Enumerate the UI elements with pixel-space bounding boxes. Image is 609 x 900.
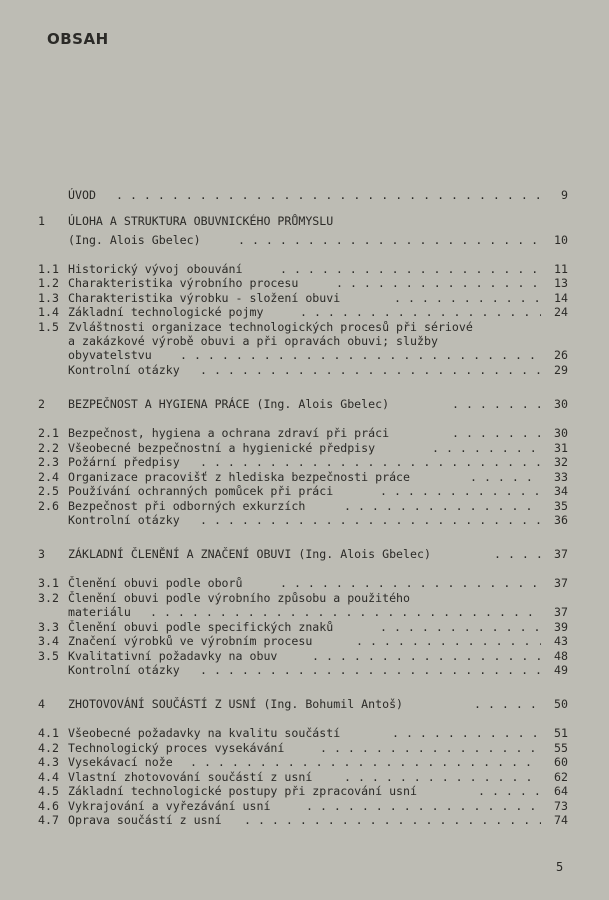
toc-entry <box>0 576 609 590</box>
toc-entry-page: 34 <box>554 484 568 498</box>
toc-entry-number: 4 <box>38 697 45 711</box>
toc-leader-dots <box>306 799 541 813</box>
toc-entry <box>0 813 609 827</box>
toc-entry-number: 3 <box>38 547 45 561</box>
toc-entry <box>0 697 609 711</box>
toc-leader-dots <box>320 741 541 755</box>
toc-entry-number: 1.3 <box>38 291 59 305</box>
toc-entry-number: 3.4 <box>38 634 59 648</box>
toc-entry <box>0 214 609 228</box>
toc-entry <box>0 291 609 305</box>
toc-leader-dots <box>238 233 541 247</box>
page-title: OBSAH <box>47 30 109 48</box>
toc-entry-number: 4.7 <box>38 813 59 827</box>
toc-entry <box>0 547 609 561</box>
toc-leader-dots <box>200 513 541 527</box>
toc-leader-dots <box>190 755 541 769</box>
toc-leader-dots <box>478 784 541 798</box>
toc-entry-page: 14 <box>554 291 568 305</box>
toc-entry-title: a zakázkové výrobě obuvi a při opravách obuvi; služby <box>68 334 438 348</box>
toc-entry-page: 48 <box>554 649 568 663</box>
toc-entry-number: 2.6 <box>38 499 59 513</box>
toc-leader-dots <box>180 348 541 362</box>
toc-entry-title: Charakteristika výrobního procesu <box>68 276 299 290</box>
toc-entry-title: Kontrolní otázky <box>68 363 180 377</box>
toc-entry-page: 13 <box>554 276 568 290</box>
toc-leader-dots <box>200 455 541 469</box>
toc-leader-dots <box>280 576 541 590</box>
toc-leader-dots <box>392 726 541 740</box>
toc-entry-number: 4.1 <box>38 726 59 740</box>
toc-entry <box>0 634 609 648</box>
toc-entry-title: Členění obuvi podle oborů <box>68 576 243 590</box>
toc-entry-page: 74 <box>554 813 568 827</box>
toc-entry-title: Bezpečnost při odborných exkurzích <box>68 499 306 513</box>
toc-leader-dots <box>200 363 541 377</box>
toc-entry-title: Technologický proces vysekávání <box>68 741 285 755</box>
toc-entry <box>0 620 609 634</box>
toc-entry <box>0 649 609 663</box>
toc-entry-page: 32 <box>554 455 568 469</box>
toc-entry-title: Členění obuvi podle výrobního způsobu a použitého <box>68 591 411 605</box>
toc-entry-page: 33 <box>554 470 568 484</box>
toc-entry-title: ÚVOD <box>68 188 96 202</box>
toc-entry-number: 2.3 <box>38 455 59 469</box>
toc-entry-number: 4.4 <box>38 770 59 784</box>
toc-entry-number: 4.5 <box>38 784 59 798</box>
toc-entry-page: 10 <box>554 233 568 247</box>
toc-entry-page: 55 <box>554 741 568 755</box>
toc-entry-title: materiálu <box>68 605 131 619</box>
toc-entry-number: 3.1 <box>38 576 59 590</box>
toc-entry-title: (Ing. Alois Gbelec) <box>68 233 201 247</box>
toc-entry <box>0 470 609 484</box>
toc-entry-number: 1.4 <box>38 305 59 319</box>
toc-entry <box>0 455 609 469</box>
toc-entry <box>0 755 609 769</box>
toc-entry-number: 2.1 <box>38 426 59 440</box>
toc-entry-title: Členění obuvi podle specifických znaků <box>68 620 334 634</box>
toc-entry-number: 2 <box>38 397 45 411</box>
toc-entry-title: Používání ochranných pomůcek při práci <box>68 484 334 498</box>
toc-entry <box>0 484 609 498</box>
toc-entry-number: 1.1 <box>38 262 59 276</box>
toc-entry-title: Požární předpisy <box>68 455 180 469</box>
toc-entry-number: 4.2 <box>38 741 59 755</box>
toc-entry-title: Charakteristika výrobku - složení obuvi <box>68 291 341 305</box>
toc-entry-page: 64 <box>554 784 568 798</box>
toc-entry-title: obyvatelstvu <box>68 348 152 362</box>
toc-entry-page: 37 <box>554 605 568 619</box>
toc-entry-title: Kvalitativní požadavky na obuv <box>68 649 278 663</box>
toc-entry <box>0 499 609 513</box>
toc-entry-title: Zvláštnosti organizace technologických procesů při sériové <box>68 320 473 334</box>
toc-entry-page: 30 <box>554 426 568 440</box>
toc-leader-dots <box>300 305 541 319</box>
toc-entry-page: 60 <box>554 755 568 769</box>
toc-entry-number: 3.5 <box>38 649 59 663</box>
toc-entry <box>0 799 609 813</box>
toc-entry-number: 1 <box>38 214 45 228</box>
toc-entry-title: Organizace pracovišť z hlediska bezpečnosti práce <box>68 470 411 484</box>
toc-leader-dots <box>200 663 541 677</box>
toc-entry <box>0 305 609 319</box>
toc-entry-number: 3.3 <box>38 620 59 634</box>
toc-entry-title: Všeobecné požadavky na kvalitu součástí <box>68 726 341 740</box>
toc-entry-number: 1.5 <box>38 320 59 334</box>
toc-leader-dots <box>280 262 541 276</box>
toc-leader-dots <box>380 484 541 498</box>
toc-entry-page: 37 <box>554 576 568 590</box>
toc-entry-title: Vlastní zhotovování součástí z usní <box>68 770 313 784</box>
toc-entry-title: Vykrajování a vyřezávání usní <box>68 799 271 813</box>
toc-entry <box>0 276 609 290</box>
toc-entry <box>0 262 609 276</box>
toc-entry-page: 73 <box>554 799 568 813</box>
page-number: 5 <box>556 860 564 874</box>
toc-entry <box>0 320 609 334</box>
toc-leader-dots <box>344 499 541 513</box>
toc-leader-dots <box>244 813 541 827</box>
toc-leader-dots <box>344 770 541 784</box>
toc-entry-page: 24 <box>554 305 568 319</box>
toc-entry-page: 37 <box>554 547 568 561</box>
toc-entry-page: 11 <box>554 262 568 276</box>
toc-entry-number: 4.3 <box>38 755 59 769</box>
toc-entry-page: 51 <box>554 726 568 740</box>
toc-entry <box>0 348 609 362</box>
toc-entry-title: ZÁKLADNÍ ČLENĚNÍ A ZNAČENÍ OBUVI (Ing. Alois Gbelec) <box>68 547 431 561</box>
toc-entry <box>0 397 609 411</box>
toc-entry-page: 49 <box>554 663 568 677</box>
toc-entry <box>0 605 609 619</box>
toc-entry-title: Všeobecné bezpečnostní a hygienické předpisy <box>68 441 376 455</box>
toc-entry-title: ÚLOHA A STRUKTURA OBUVNICKÉHO PRŮMYSLU <box>68 214 334 228</box>
toc-entry-number: 2.2 <box>38 441 59 455</box>
toc-entry-title: Základní technologické postupy při zpracování usní <box>68 784 418 798</box>
toc-entry-number: 1.2 <box>38 276 59 290</box>
toc-entry-title: Základní technologické pojmy <box>68 305 264 319</box>
toc-entry-page: 43 <box>554 634 568 648</box>
toc-leader-dots <box>394 291 541 305</box>
toc-leader-dots <box>474 697 541 711</box>
toc-entry <box>0 770 609 784</box>
toc-leader-dots <box>116 188 541 202</box>
toc-entry-title: ZHOTOVOVÁNÍ SOUČÁSTÍ Z USNÍ (Ing. Bohumil Antoš) <box>68 697 404 711</box>
toc-entry-number: 4.6 <box>38 799 59 813</box>
toc-entry-page: 35 <box>554 499 568 513</box>
toc-entry-title: Kontrolní otázky <box>68 513 180 527</box>
toc-entry-number: 3.2 <box>38 591 59 605</box>
toc-leader-dots <box>150 605 541 619</box>
toc-entry <box>0 441 609 455</box>
toc-entry-page: 39 <box>554 620 568 634</box>
toc-entry <box>0 363 609 377</box>
toc-leader-dots <box>452 426 541 440</box>
toc-entry-page: 50 <box>554 697 568 711</box>
toc-entry-title: Značení výrobků ve výrobním procesu <box>68 634 313 648</box>
toc-leader-dots <box>494 547 541 561</box>
toc-entry-title: Oprava součástí z usní <box>68 813 222 827</box>
toc-entry <box>0 741 609 755</box>
toc-entry <box>0 663 609 677</box>
toc-entry-page: 36 <box>554 513 568 527</box>
toc-leader-dots <box>470 470 541 484</box>
toc-entry <box>0 426 609 440</box>
toc-entry <box>0 233 609 247</box>
toc-entry-page: 29 <box>554 363 568 377</box>
toc-leader-dots <box>336 276 541 290</box>
toc-entry-page: 26 <box>554 348 568 362</box>
toc-entry-number: 2.5 <box>38 484 59 498</box>
toc-entry-page: 31 <box>554 441 568 455</box>
toc-leader-dots <box>356 634 541 648</box>
toc-entry-title: Kontrolní otázky <box>68 663 180 677</box>
toc-entry <box>0 334 609 348</box>
toc-entry-title: Bezpečnost, hygiena a ochrana zdraví při práci <box>68 426 390 440</box>
toc-entry-page: 9 <box>561 188 568 202</box>
toc-entry-title: Historický vývoj obouvání <box>68 262 243 276</box>
toc-entry <box>0 726 609 740</box>
toc-leader-dots <box>312 649 541 663</box>
toc-entry <box>0 591 609 605</box>
toc-entry <box>0 513 609 527</box>
toc-entry-title: BEZPEČNOST A HYGIENA PRÁCE (Ing. Alois Gbelec) <box>68 397 390 411</box>
toc-entry-page: 62 <box>554 770 568 784</box>
toc-entry-page: 30 <box>554 397 568 411</box>
toc-entry-title: Vysekávací nože <box>68 755 173 769</box>
toc-leader-dots <box>432 441 541 455</box>
toc-entry <box>0 188 609 202</box>
toc-entry-number: 2.4 <box>38 470 59 484</box>
toc-leader-dots <box>452 397 541 411</box>
toc-leader-dots <box>380 620 541 634</box>
toc-entry <box>0 784 609 798</box>
